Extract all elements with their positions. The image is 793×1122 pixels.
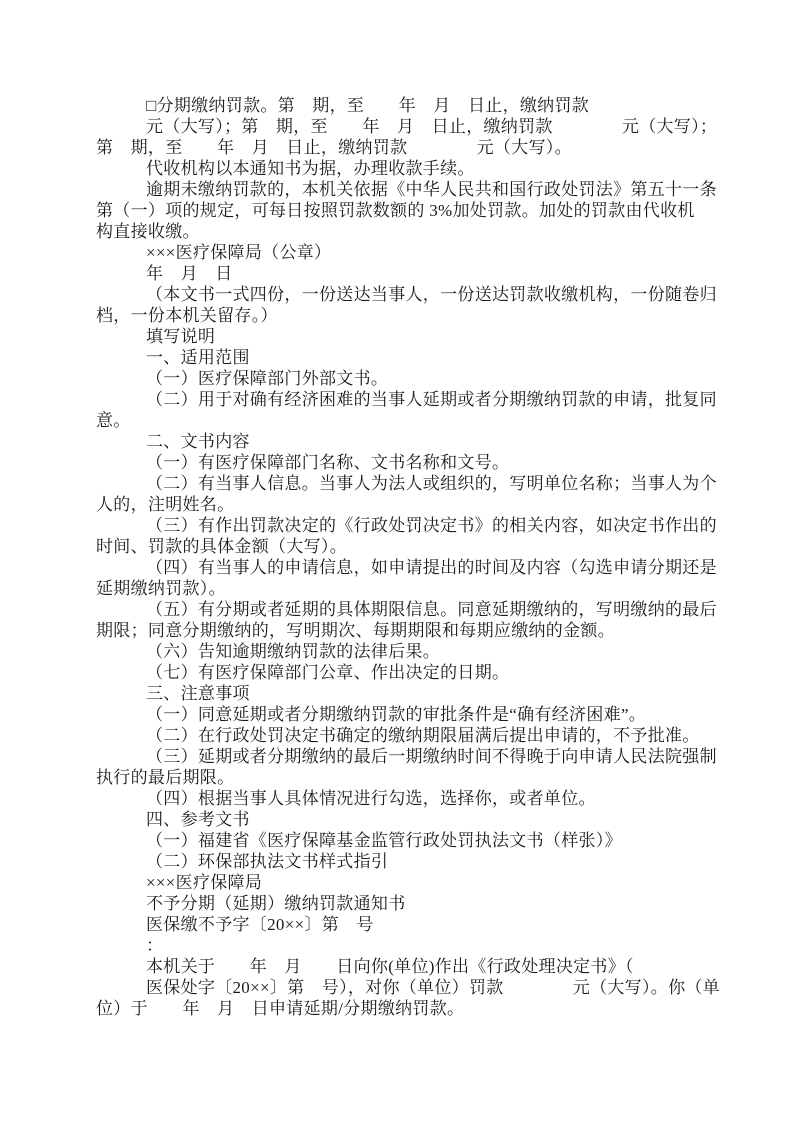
text-line: （六）告知逾期缴纳罚款的法律后果。 bbox=[146, 642, 441, 661]
text-line: （五）有分期或者延期的具体期限信息。同意延期缴纳的，写明缴纳的最后 bbox=[146, 600, 717, 619]
text-line: 年 月 日 bbox=[146, 264, 233, 283]
text-line: （三）有作出罚款决定的《行政处罚决定书》的相关内容，如决定书作出的 bbox=[146, 516, 717, 535]
text-line: 人的，注明姓名。 bbox=[96, 495, 235, 514]
text-line: （七）有医疗保障部门公章、作出决定的日期。 bbox=[146, 663, 510, 682]
text-line: （三）延期或者分期缴纳的最后一期缴纳时间不得晚于向申请人民法院强制 bbox=[146, 747, 717, 766]
text-line: 逾期未缴纳罚款的，本机关依据《中华人民共和国行政处罚法》第五十一条 bbox=[146, 180, 717, 199]
text-line: ×××医疗保障局（公章） bbox=[146, 243, 332, 262]
text-line: （二）用于对确有经济困难的当事人延期或者分期缴纳罚款的申请，批复同 bbox=[146, 390, 717, 409]
text-line: 本机关于 年 月 日向你(单位)作出《行政处理决定书》（ bbox=[146, 957, 634, 976]
text-line: ： bbox=[146, 936, 164, 955]
text-line: 医保缴不予字〔20××〕第 号 bbox=[146, 915, 374, 934]
text-line: （四）根据当事人具体情况进行勾选，选择你，或者单位。 bbox=[146, 789, 596, 808]
text-line: （一）同意延期或者分期缴纳罚款的审批条件是“确有经济困难”。 bbox=[146, 705, 647, 724]
text-line: 医保处字〔20××〕第 号），对你（单位）罚款 元（大写）。你（单 bbox=[146, 978, 720, 997]
text-line: 时间、罚款的具体金额（大写）。 bbox=[96, 537, 347, 556]
text-line: （一）医疗保障部门外部文书。 bbox=[146, 369, 389, 388]
text-line: 档，一份本机关留存。） bbox=[96, 306, 278, 325]
text-line: （二）在行政处罚决定书确定的缴纳期限届满后提出申请的，不予批准。 bbox=[146, 726, 700, 745]
text-line: （二）有当事人信息。当事人为法人或组织的，写明单位名称；当事人为个 bbox=[146, 474, 717, 493]
text-line: 代收机构以本通知书为据，办理收款手续。 bbox=[146, 159, 475, 178]
text-line: 三、注意事项 bbox=[146, 684, 250, 703]
text-line: 期限；同意分期缴纳的，写明期次、每期期限和每期应缴纳的金额。 bbox=[96, 621, 615, 640]
text-line: 构直接收缴。 bbox=[96, 222, 200, 241]
text-line: □分期缴纳罚款。第 期，至 年 月 日止，缴纳罚款 bbox=[146, 96, 590, 115]
text-line: （二）环保部执法文书样式指引 bbox=[146, 852, 389, 871]
text-line: 二、文书内容 bbox=[146, 432, 250, 451]
text-line: （一）福建省《医疗保障基金监管行政处罚执法文书（样张）》 bbox=[146, 831, 622, 850]
text-line: （一）有医疗保障部门名称、文书名称和文号。 bbox=[146, 453, 510, 472]
text-line: 意。 bbox=[96, 411, 131, 430]
text-line: 一、适用范围 bbox=[146, 348, 250, 367]
text-line: 第（一）项的规定，可每日按照罚款数额的 3%加处罚款。加处的罚款由代收机 bbox=[96, 201, 695, 220]
text-line: 执行的最后期限。 bbox=[96, 768, 235, 787]
text-line: 延期缴纳罚款）。 bbox=[96, 579, 226, 598]
text-line: 填写说明 bbox=[146, 327, 216, 346]
text-line: ×××医疗保障局 bbox=[146, 873, 263, 892]
text-line: （本文书一式四份，一份送达当事人，一份送达罚款收缴机构，一份随卷归 bbox=[146, 285, 717, 304]
document-text bbox=[96, 95, 720, 1019]
text-line: 不予分期（延期）缴纳罚款通知书 bbox=[146, 894, 406, 913]
text-line: 第 期，至 年 月 日止，缴纳罚款 元（大写）。 bbox=[96, 138, 572, 157]
text-line: 元（大写）；第 期，至 年 月 日止，缴纳罚款 元（大写）； bbox=[146, 117, 718, 136]
text-line: 位）于 年 月 日申请延期/分期缴纳罚款。 bbox=[96, 999, 465, 1018]
text-line: 四、参考文书 bbox=[146, 810, 250, 829]
text-line: （四）有当事人的申请信息，如申请提出的时间及内容（勾选申请分期还是 bbox=[146, 558, 717, 577]
